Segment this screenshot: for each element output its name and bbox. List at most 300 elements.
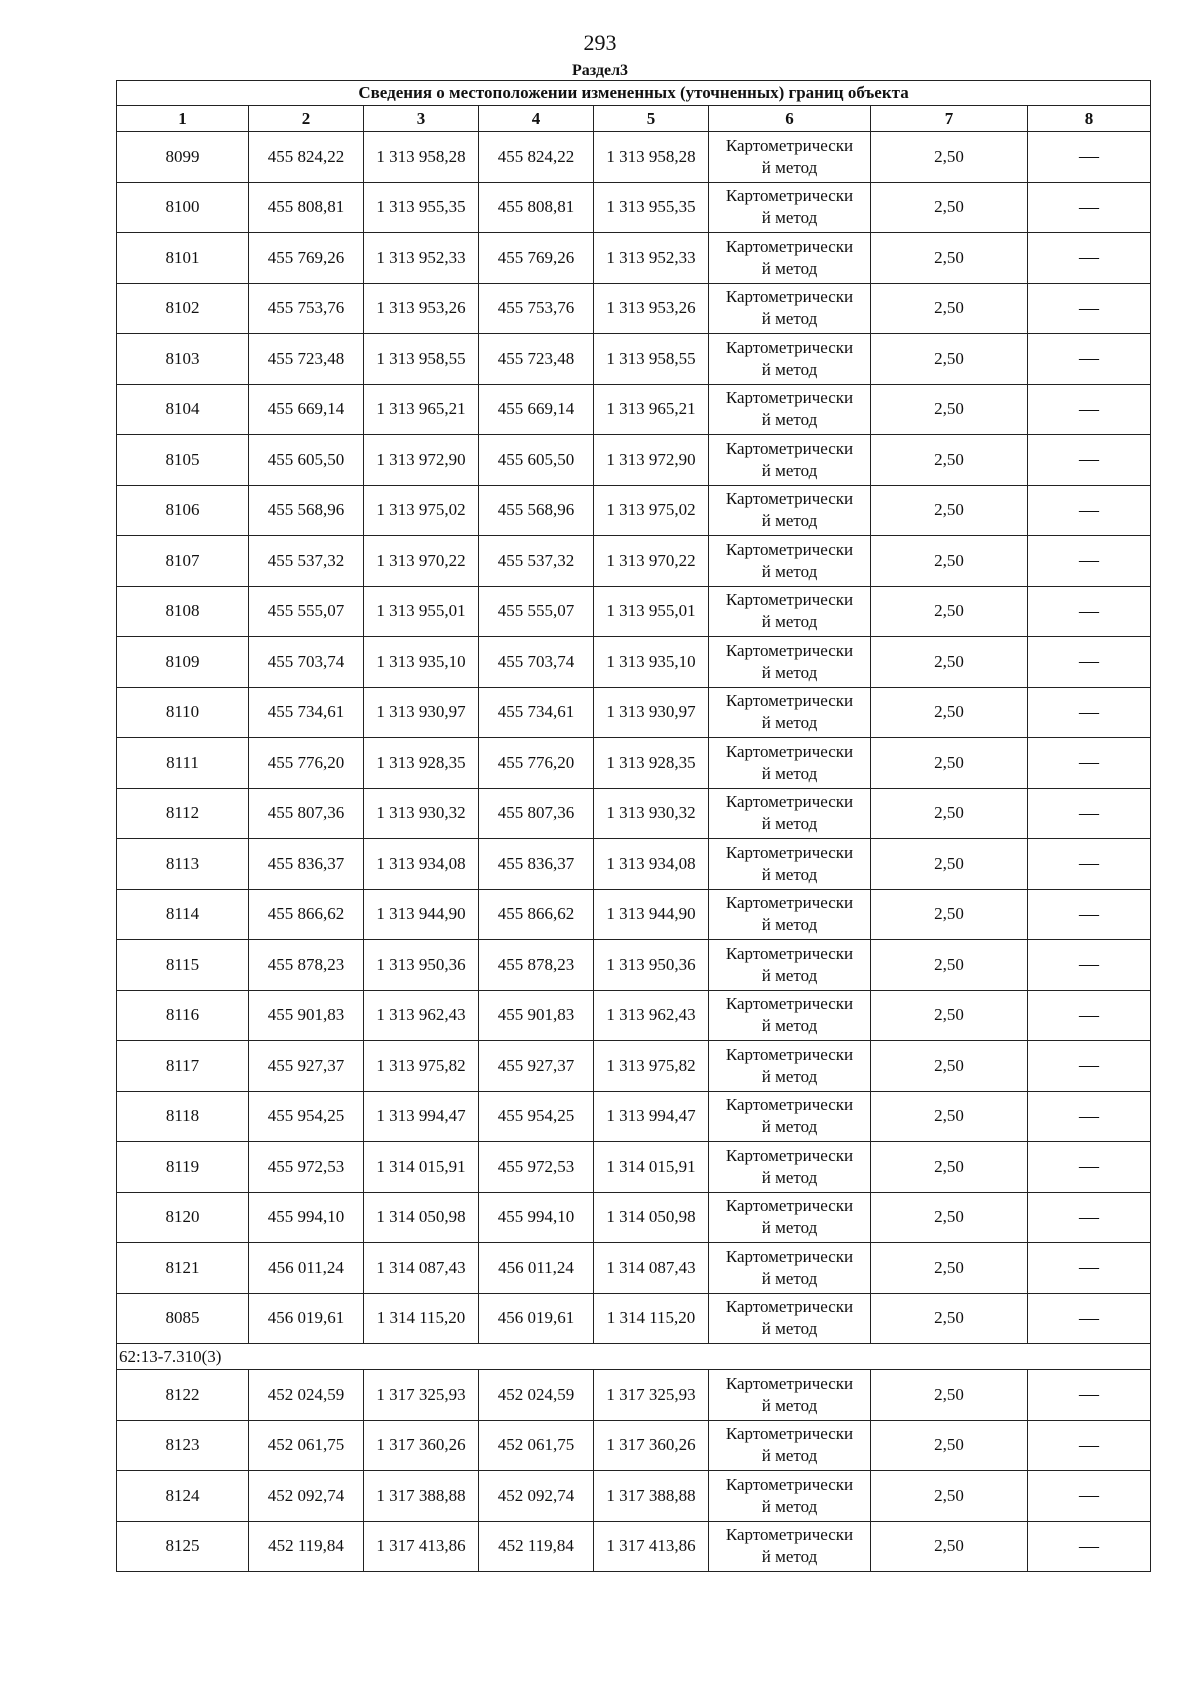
description-cell: —: [1028, 1041, 1151, 1092]
description-cell: —: [1028, 132, 1151, 183]
x-new-cell: 452 092,74: [479, 1471, 594, 1522]
point-number-cell: 8102: [117, 283, 249, 334]
x-new-cell: 455 555,07: [479, 586, 594, 637]
table-row: [117, 1192, 1151, 1243]
point-number-cell: 8105: [117, 435, 249, 486]
method-line-1: Картометрически: [725, 691, 854, 711]
x-old-cell: 452 119,84: [249, 1521, 364, 1572]
description-cell: —: [1028, 1420, 1151, 1471]
method-line-1: Картометрически: [725, 640, 854, 660]
method-line-1: Картометрически: [725, 1525, 854, 1545]
table-row: [117, 940, 1151, 991]
description-cell: —: [1028, 687, 1151, 738]
x-new-cell: 455 901,83: [479, 990, 594, 1041]
precision-cell: 2,50: [871, 132, 1028, 183]
method-line-2: й метод: [761, 662, 818, 682]
y-new-cell: 1 314 087,43: [594, 1243, 709, 1294]
method-line-2: й метод: [761, 713, 818, 733]
method-line-2: й метод: [761, 1016, 818, 1036]
description-cell: —: [1028, 384, 1151, 435]
precision-cell: 2,50: [871, 283, 1028, 334]
x-new-cell: 455 927,37: [479, 1041, 594, 1092]
method-cell: [709, 1471, 871, 1522]
method-cell: [709, 132, 871, 183]
x-new-cell: 452 119,84: [479, 1521, 594, 1572]
y-new-cell: 1 313 930,32: [594, 788, 709, 839]
column-number: 8: [1028, 106, 1151, 132]
table-row: [117, 1370, 1151, 1421]
point-number-cell: 8101: [117, 233, 249, 284]
y-old-cell: 1 317 360,26: [364, 1420, 479, 1471]
y-new-cell: 1 313 953,26: [594, 283, 709, 334]
precision-cell: 2,50: [871, 435, 1028, 486]
method-cell: [709, 1243, 871, 1294]
method-line-1: Картометрически: [725, 135, 854, 155]
x-new-cell: 455 605,50: [479, 435, 594, 486]
method-line-2: й метод: [761, 1117, 818, 1137]
table-row: [117, 1243, 1151, 1294]
point-number-cell: 8124: [117, 1471, 249, 1522]
table-row: [117, 839, 1151, 890]
table-caption: Сведения о местоположении измененных (уточненных) границ объекта: [117, 81, 1151, 106]
precision-cell: 2,50: [871, 990, 1028, 1041]
method-line-2: й метод: [761, 1395, 818, 1415]
description-cell: —: [1028, 1091, 1151, 1142]
method-cell: [709, 637, 871, 688]
method-line-1: Картометрически: [725, 337, 854, 357]
x-old-cell: 455 836,37: [249, 839, 364, 890]
precision-cell: 2,50: [871, 1420, 1028, 1471]
table-row: [117, 1521, 1151, 1572]
x-new-cell: 455 807,36: [479, 788, 594, 839]
method-cell: [709, 1370, 871, 1421]
table-row: [117, 1471, 1151, 1522]
method-line-1: Картометрически: [725, 741, 854, 761]
description-cell: —: [1028, 637, 1151, 688]
table-row: [117, 788, 1151, 839]
table-row: [117, 334, 1151, 385]
method-line-1: Картометрически: [725, 1044, 854, 1064]
point-number-cell: 8113: [117, 839, 249, 890]
method-line-2: й метод: [761, 208, 818, 228]
precision-cell: 2,50: [871, 182, 1028, 233]
method-cell: [709, 334, 871, 385]
description-cell: —: [1028, 485, 1151, 536]
section-title: Раздел3: [571, 62, 629, 79]
table-row: [117, 1091, 1151, 1142]
description-cell: —: [1028, 1142, 1151, 1193]
point-number-cell: 8114: [117, 889, 249, 940]
method-cell: [709, 485, 871, 536]
point-number-cell: 8103: [117, 334, 249, 385]
table-row: [117, 485, 1151, 536]
y-old-cell: 1 313 953,26: [364, 283, 479, 334]
table-row: [117, 586, 1151, 637]
group-section: [117, 1344, 1151, 1370]
x-old-cell: 452 024,59: [249, 1370, 364, 1421]
method-cell: [709, 1142, 871, 1193]
method-line-2: й метод: [761, 915, 818, 935]
method-cell: [709, 586, 871, 637]
table-row: [117, 1420, 1151, 1471]
point-number-cell: 8123: [117, 1420, 249, 1471]
column-number: 5: [594, 106, 709, 132]
precision-cell: 2,50: [871, 1243, 1028, 1294]
point-number-cell: 8099: [117, 132, 249, 183]
precision-cell: 2,50: [871, 233, 1028, 284]
method-cell: [709, 283, 871, 334]
x-old-cell: 455 972,53: [249, 1142, 364, 1193]
y-old-cell: 1 313 928,35: [364, 738, 479, 789]
y-new-cell: 1 313 975,82: [594, 1041, 709, 1092]
method-cell: [709, 1420, 871, 1471]
x-new-cell: 455 824,22: [479, 132, 594, 183]
x-new-cell: 455 734,61: [479, 687, 594, 738]
table-row: [117, 283, 1151, 334]
description-cell: —: [1028, 889, 1151, 940]
y-new-cell: 1 313 994,47: [594, 1091, 709, 1142]
point-number-cell: 8117: [117, 1041, 249, 1092]
description-cell: —: [1028, 1370, 1151, 1421]
point-number-cell: 8110: [117, 687, 249, 738]
precision-cell: 2,50: [871, 536, 1028, 587]
method-line-1: Картометрически: [725, 186, 854, 206]
description-cell: —: [1028, 182, 1151, 233]
method-cell: [709, 384, 871, 435]
point-number-cell: 8112: [117, 788, 249, 839]
x-new-cell: 455 808,81: [479, 182, 594, 233]
point-number-cell: 8106: [117, 485, 249, 536]
precision-cell: 2,50: [871, 637, 1028, 688]
y-old-cell: 1 314 050,98: [364, 1192, 479, 1243]
table-row: [117, 132, 1151, 183]
point-number-cell: 8125: [117, 1521, 249, 1572]
description-cell: —: [1028, 1521, 1151, 1572]
column-number: 6: [709, 106, 871, 132]
y-new-cell: 1 313 928,35: [594, 738, 709, 789]
y-old-cell: 1 313 950,36: [364, 940, 479, 991]
method-cell: [709, 788, 871, 839]
precision-cell: 2,50: [871, 839, 1028, 890]
y-old-cell: 1 313 955,35: [364, 182, 479, 233]
table-row: [117, 384, 1151, 435]
description-cell: —: [1028, 1293, 1151, 1344]
precision-cell: 2,50: [871, 1471, 1028, 1522]
method-line-2: й метод: [761, 965, 818, 985]
table-body-part1: [117, 132, 1151, 1344]
method-line-2: й метод: [761, 1319, 818, 1339]
description-cell: —: [1028, 1192, 1151, 1243]
precision-cell: 2,50: [871, 889, 1028, 940]
x-old-cell: 455 753,76: [249, 283, 364, 334]
y-old-cell: 1 313 952,33: [364, 233, 479, 284]
method-line-1: Картометрически: [725, 489, 854, 509]
y-new-cell: 1 317 360,26: [594, 1420, 709, 1471]
method-line-1: Картометрически: [725, 1095, 854, 1115]
method-line-2: й метод: [761, 1496, 818, 1516]
x-new-cell: 455 866,62: [479, 889, 594, 940]
point-number-cell: 8115: [117, 940, 249, 991]
method-line-1: Картометрически: [725, 1424, 854, 1444]
description-cell: —: [1028, 233, 1151, 284]
x-new-cell: 452 061,75: [479, 1420, 594, 1471]
description-cell: —: [1028, 536, 1151, 587]
method-line-1: Картометрически: [725, 1297, 854, 1317]
group-label: 62:13-7.310(3): [117, 1344, 1151, 1370]
method-cell: [709, 536, 871, 587]
precision-cell: 2,50: [871, 940, 1028, 991]
x-old-cell: 455 555,07: [249, 586, 364, 637]
x-new-cell: 455 836,37: [479, 839, 594, 890]
y-old-cell: 1 313 994,47: [364, 1091, 479, 1142]
description-cell: —: [1028, 586, 1151, 637]
x-old-cell: 455 703,74: [249, 637, 364, 688]
method-line-2: й метод: [761, 763, 818, 783]
description-cell: —: [1028, 1243, 1151, 1294]
method-line-2: й метод: [761, 359, 818, 379]
method-cell: [709, 990, 871, 1041]
x-old-cell: 455 723,48: [249, 334, 364, 385]
x-old-cell: 456 019,61: [249, 1293, 364, 1344]
x-old-cell: 455 776,20: [249, 738, 364, 789]
point-number-cell: 8111: [117, 738, 249, 789]
x-old-cell: 455 824,22: [249, 132, 364, 183]
method-line-1: Картометрически: [725, 893, 854, 913]
x-old-cell: 455 807,36: [249, 788, 364, 839]
method-line-1: Картометрически: [725, 1246, 854, 1266]
y-new-cell: 1 317 388,88: [594, 1471, 709, 1522]
point-number-cell: 8118: [117, 1091, 249, 1142]
method-cell: [709, 1192, 871, 1243]
description-cell: —: [1028, 435, 1151, 486]
precision-cell: 2,50: [871, 1370, 1028, 1421]
point-number-cell: 8122: [117, 1370, 249, 1421]
y-old-cell: 1 313 958,28: [364, 132, 479, 183]
x-old-cell: 456 011,24: [249, 1243, 364, 1294]
method-line-2: й метод: [761, 410, 818, 430]
method-cell: [709, 687, 871, 738]
method-line-1: Картометрически: [725, 1373, 854, 1393]
method-line-2: й метод: [761, 1167, 818, 1187]
table-row: [117, 1041, 1151, 1092]
x-old-cell: 455 901,83: [249, 990, 364, 1041]
y-old-cell: 1 313 930,32: [364, 788, 479, 839]
y-new-cell: 1 314 115,20: [594, 1293, 709, 1344]
x-new-cell: 455 769,26: [479, 233, 594, 284]
method-line-1: Картометрически: [725, 1196, 854, 1216]
x-old-cell: 455 866,62: [249, 889, 364, 940]
y-new-cell: 1 314 050,98: [594, 1192, 709, 1243]
method-line-2: й метод: [761, 1218, 818, 1238]
y-old-cell: 1 313 962,43: [364, 990, 479, 1041]
column-number: 1: [117, 106, 249, 132]
method-cell: [709, 940, 871, 991]
table-row: [117, 687, 1151, 738]
method-line-2: й метод: [761, 309, 818, 329]
y-old-cell: 1 313 972,90: [364, 435, 479, 486]
description-cell: —: [1028, 839, 1151, 890]
table-row: [117, 1293, 1151, 1344]
y-old-cell: 1 313 965,21: [364, 384, 479, 435]
boundary-table: [116, 80, 1151, 1572]
y-new-cell: 1 313 975,02: [594, 485, 709, 536]
point-number-cell: 8120: [117, 1192, 249, 1243]
point-number-cell: 8119: [117, 1142, 249, 1193]
x-old-cell: 455 769,26: [249, 233, 364, 284]
method-cell: [709, 182, 871, 233]
description-cell: —: [1028, 738, 1151, 789]
precision-cell: 2,50: [871, 1521, 1028, 1572]
table-body-part2: [117, 1370, 1151, 1572]
y-new-cell: 1 313 965,21: [594, 384, 709, 435]
x-new-cell: 455 994,10: [479, 1192, 594, 1243]
x-old-cell: 455 808,81: [249, 182, 364, 233]
y-new-cell: 1 313 970,22: [594, 536, 709, 587]
column-number: 4: [479, 106, 594, 132]
table-row: [117, 435, 1151, 486]
y-old-cell: 1 313 955,01: [364, 586, 479, 637]
precision-cell: 2,50: [871, 1041, 1028, 1092]
point-number-cell: 8100: [117, 182, 249, 233]
point-number-cell: 8121: [117, 1243, 249, 1294]
table-row: [117, 536, 1151, 587]
method-line-1: Картометрически: [725, 388, 854, 408]
description-cell: —: [1028, 1471, 1151, 1522]
x-new-cell: 455 568,96: [479, 485, 594, 536]
method-line-2: й метод: [761, 157, 818, 177]
method-line-2: й метод: [761, 460, 818, 480]
y-old-cell: 1 313 975,02: [364, 485, 479, 536]
x-old-cell: 452 092,74: [249, 1471, 364, 1522]
precision-cell: 2,50: [871, 1192, 1028, 1243]
y-new-cell: 1 313 952,33: [594, 233, 709, 284]
method-line-1: Картометрически: [725, 236, 854, 256]
x-new-cell: 455 723,48: [479, 334, 594, 385]
x-new-cell: 455 954,25: [479, 1091, 594, 1142]
y-new-cell: 1 313 930,97: [594, 687, 709, 738]
y-old-cell: 1 314 015,91: [364, 1142, 479, 1193]
y-new-cell: 1 313 944,90: [594, 889, 709, 940]
y-new-cell: 1 313 962,43: [594, 990, 709, 1041]
method-cell: [709, 839, 871, 890]
method-cell: [709, 738, 871, 789]
point-number-cell: 8107: [117, 536, 249, 587]
x-new-cell: 455 537,32: [479, 536, 594, 587]
x-old-cell: 455 537,32: [249, 536, 364, 587]
method-cell: [709, 1041, 871, 1092]
description-cell: —: [1028, 940, 1151, 991]
point-number-cell: 8085: [117, 1293, 249, 1344]
table-row: [117, 889, 1151, 940]
column-number: 3: [364, 106, 479, 132]
method-line-1: Картометрически: [725, 287, 854, 307]
x-old-cell: 455 669,14: [249, 384, 364, 435]
precision-cell: 2,50: [871, 738, 1028, 789]
method-line-2: й метод: [761, 1268, 818, 1288]
method-line-1: Картометрически: [725, 1145, 854, 1165]
precision-cell: 2,50: [871, 485, 1028, 536]
description-cell: —: [1028, 990, 1151, 1041]
table-row: [117, 738, 1151, 789]
column-number: 2: [249, 106, 364, 132]
description-cell: —: [1028, 334, 1151, 385]
method-line-2: й метод: [761, 1446, 818, 1466]
x-old-cell: 452 061,75: [249, 1420, 364, 1471]
method-cell: [709, 889, 871, 940]
x-new-cell: 455 878,23: [479, 940, 594, 991]
precision-cell: 2,50: [871, 788, 1028, 839]
method-line-2: й метод: [761, 814, 818, 834]
x-old-cell: 455 734,61: [249, 687, 364, 738]
column-number: 7: [871, 106, 1028, 132]
table-row: [117, 637, 1151, 688]
method-line-2: й метод: [761, 864, 818, 884]
y-new-cell: 1 313 958,28: [594, 132, 709, 183]
method-line-2: й метод: [761, 1547, 818, 1567]
method-line-1: Картометрически: [725, 792, 854, 812]
method-line-1: Картометрически: [725, 943, 854, 963]
method-line-2: й метод: [761, 561, 818, 581]
y-old-cell: 1 314 087,43: [364, 1243, 479, 1294]
x-new-cell: 455 669,14: [479, 384, 594, 435]
method-line-1: Картометрически: [725, 539, 854, 559]
precision-cell: 2,50: [871, 334, 1028, 385]
y-new-cell: 1 313 935,10: [594, 637, 709, 688]
method-line-2: й метод: [761, 511, 818, 531]
y-old-cell: 1 317 325,93: [364, 1370, 479, 1421]
x-new-cell: 452 024,59: [479, 1370, 594, 1421]
x-new-cell: 456 019,61: [479, 1293, 594, 1344]
y-old-cell: 1 313 958,55: [364, 334, 479, 385]
point-number-cell: 8108: [117, 586, 249, 637]
x-old-cell: 455 994,10: [249, 1192, 364, 1243]
point-number-cell: 8104: [117, 384, 249, 435]
x-old-cell: 455 927,37: [249, 1041, 364, 1092]
y-new-cell: 1 317 325,93: [594, 1370, 709, 1421]
precision-cell: 2,50: [871, 1293, 1028, 1344]
precision-cell: 2,50: [871, 586, 1028, 637]
method-line-2: й метод: [761, 1066, 818, 1086]
table-row: [117, 233, 1151, 284]
description-cell: —: [1028, 788, 1151, 839]
y-new-cell: 1 317 413,86: [594, 1521, 709, 1572]
description-cell: —: [1028, 283, 1151, 334]
precision-cell: 2,50: [871, 1142, 1028, 1193]
column-number-row: [117, 106, 1151, 132]
y-new-cell: 1 313 972,90: [594, 435, 709, 486]
method-cell: [709, 1091, 871, 1142]
y-new-cell: 1 313 934,08: [594, 839, 709, 890]
x-new-cell: 455 972,53: [479, 1142, 594, 1193]
point-number-cell: 8109: [117, 637, 249, 688]
y-old-cell: 1 313 930,97: [364, 687, 479, 738]
table-row: [117, 182, 1151, 233]
x-old-cell: 455 954,25: [249, 1091, 364, 1142]
y-old-cell: 1 313 975,82: [364, 1041, 479, 1092]
y-old-cell: 1 313 970,22: [364, 536, 479, 587]
method-cell: [709, 233, 871, 284]
table-row: [117, 990, 1151, 1041]
x-new-cell: 455 753,76: [479, 283, 594, 334]
x-new-cell: 456 011,24: [479, 1243, 594, 1294]
y-old-cell: 1 313 944,90: [364, 889, 479, 940]
y-old-cell: 1 317 388,88: [364, 1471, 479, 1522]
method-line-1: Картометрически: [725, 842, 854, 862]
method-line-1: Картометрически: [725, 438, 854, 458]
method-line-1: Картометрически: [725, 994, 854, 1014]
y-old-cell: 1 313 935,10: [364, 637, 479, 688]
precision-cell: 2,50: [871, 687, 1028, 738]
